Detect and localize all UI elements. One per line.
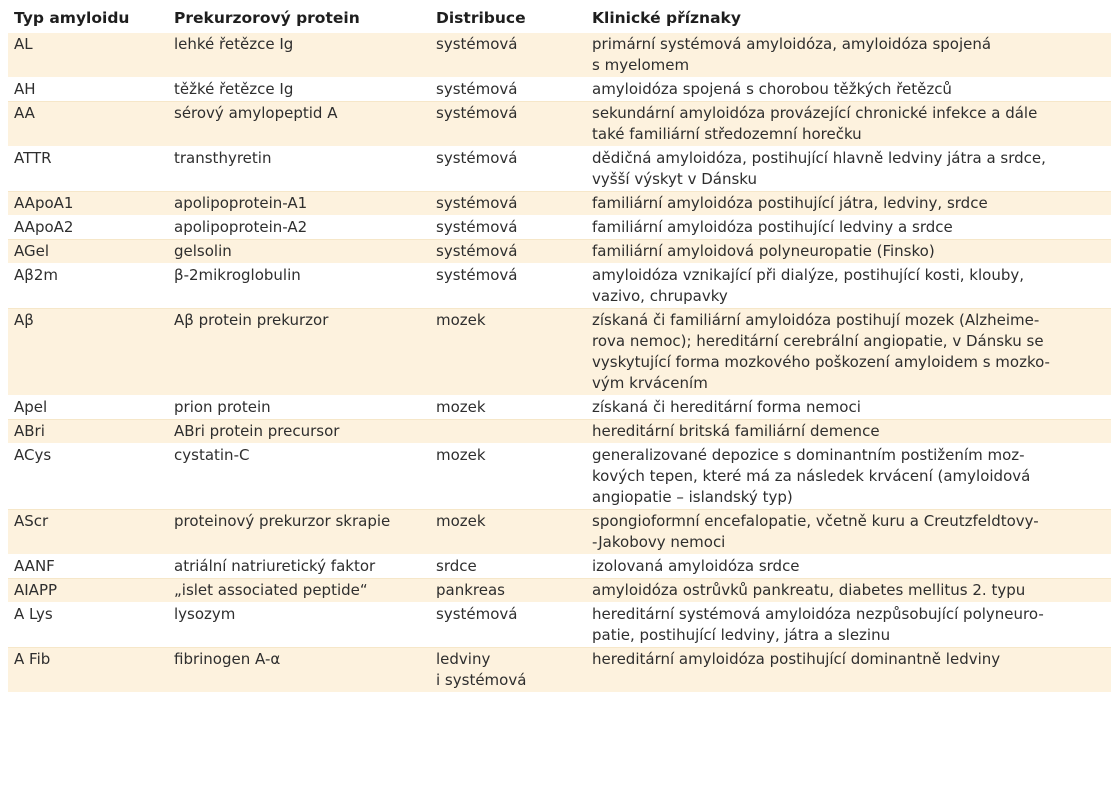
cell-precursor: sérový amylopeptid A (168, 102, 430, 147)
cell-precursor: lysozym (168, 603, 430, 648)
cell-symptoms: amyloidóza vznikající při dialýze, postihující kosti, klouby, vazivo, chrupavky (586, 264, 1111, 309)
cell-precursor: transthyretin (168, 147, 430, 192)
cell-symptoms: dědičná amyloidóza, postihující hlavně ledviny játra a srdce, vyšší výskyt v Dánsku (586, 147, 1111, 192)
cell-type: AApoA2 (8, 216, 168, 240)
table-row (8, 420, 1111, 444)
cell-distribution: systémová (430, 33, 586, 78)
cell-type: AScr (8, 510, 168, 555)
cell-precursor: „islet associated peptide“ (168, 579, 430, 603)
cell-distribution: systémová (430, 147, 586, 192)
cell-symptoms: amyloidóza ostrůvků pankreatu, diabetes mellitus 2. typu (586, 579, 1111, 603)
cell-distribution (430, 420, 586, 444)
table-row (8, 240, 1111, 264)
cell-precursor: proteinový prekurzor skrapie (168, 510, 430, 555)
cell-symptoms: hereditární systémová amyloidóza nezpůsobující polyneuro- patie, postihující ledviny, játra a slezinu (586, 603, 1111, 648)
table-row (8, 33, 1111, 78)
cell-type: AIAPP (8, 579, 168, 603)
cell-precursor: fibrinogen A-α (168, 648, 430, 693)
amyloid-table-container (8, 3, 1111, 693)
cell-symptoms: hereditární amyloidóza postihující dominantně ledviny (586, 648, 1111, 693)
table-row (8, 444, 1111, 510)
cell-type: AL (8, 33, 168, 78)
cell-precursor: β-2mikroglobulin (168, 264, 430, 309)
header-symptoms: Klinické příznaky (592, 9, 741, 27)
table-row (8, 192, 1111, 216)
cell-symptoms: primární systémová amyloidóza, amyloidóza spojená s myelomem (586, 33, 1111, 78)
cell-distribution: systémová (430, 192, 586, 216)
cell-type: AApoA1 (8, 192, 168, 216)
cell-symptoms: získaná či familiární amyloidóza postihují mozek (Alzheime- rova nemoc); hereditární cerebrální angiopatie, v Dánsku se vyskytující forma mozkového poškození amyloidem s mozko- vým krvácením (586, 309, 1111, 396)
cell-distribution: systémová (430, 78, 586, 102)
table-row (8, 555, 1111, 579)
header-type: Typ amyloidu (14, 9, 130, 27)
cell-distribution: srdce (430, 555, 586, 579)
cell-distribution: systémová (430, 240, 586, 264)
cell-symptoms: familiární amyloidóza postihující játra, ledviny, srdce (586, 192, 1111, 216)
cell-type: Apel (8, 396, 168, 420)
table-row (8, 309, 1111, 396)
cell-distribution: mozek (430, 444, 586, 510)
cell-precursor: apolipoprotein-A1 (168, 192, 430, 216)
table-row (8, 78, 1111, 102)
cell-precursor: lehké řetězce Ig (168, 33, 430, 78)
cell-type: ABri (8, 420, 168, 444)
cell-distribution: mozek (430, 396, 586, 420)
table-row (8, 510, 1111, 555)
cell-distribution: systémová (430, 264, 586, 309)
table-body (8, 33, 1111, 693)
cell-symptoms: familiární amyloidóza postihující ledviny a srdce (586, 216, 1111, 240)
cell-type: A Lys (8, 603, 168, 648)
cell-precursor: Aβ protein prekurzor (168, 309, 430, 396)
cell-distribution: systémová (430, 216, 586, 240)
cell-type: Aβ2m (8, 264, 168, 309)
cell-type: AH (8, 78, 168, 102)
table-row (8, 264, 1111, 309)
cell-distribution: systémová (430, 102, 586, 147)
cell-type: AA (8, 102, 168, 147)
cell-type: ATTR (8, 147, 168, 192)
cell-precursor: cystatin-C (168, 444, 430, 510)
cell-symptoms: amyloidóza spojená s chorobou těžkých řetězců (586, 78, 1111, 102)
table-row (8, 102, 1111, 147)
header-row (8, 3, 1111, 33)
cell-precursor: prion protein (168, 396, 430, 420)
cell-type: AGel (8, 240, 168, 264)
cell-symptoms: familiární amyloidová polyneuropatie (Finsko) (586, 240, 1111, 264)
cell-precursor: gelsolin (168, 240, 430, 264)
cell-type: AANF (8, 555, 168, 579)
cell-distribution: pankreas (430, 579, 586, 603)
amyloid-table (8, 3, 1111, 693)
table-row (8, 603, 1111, 648)
table-row (8, 147, 1111, 192)
cell-distribution: ledviny i systémová (430, 648, 586, 693)
cell-type: A Fib (8, 648, 168, 693)
cell-precursor: atriální natriuretický faktor (168, 555, 430, 579)
header-distribution: Distribuce (436, 9, 526, 27)
cell-symptoms: hereditární britská familiární demence (586, 420, 1111, 444)
cell-distribution: mozek (430, 510, 586, 555)
header-precursor: Prekurzorový protein (174, 9, 360, 27)
cell-distribution: systémová (430, 603, 586, 648)
cell-type: Aβ (8, 309, 168, 396)
cell-type: ACys (8, 444, 168, 510)
cell-precursor: apolipoprotein-A2 (168, 216, 430, 240)
cell-symptoms: izolovaná amyloidóza srdce (586, 555, 1111, 579)
cell-symptoms: sekundární amyloidóza provázející chronické infekce a dále také familiární středozemní horečku (586, 102, 1111, 147)
cell-symptoms: spongioformní encefalopatie, včetně kuru a Creutzfeldtovy- -Jakobovy nemoci (586, 510, 1111, 555)
table-row (8, 579, 1111, 603)
cell-precursor: těžké řetězce Ig (168, 78, 430, 102)
table-row (8, 216, 1111, 240)
cell-symptoms: generalizované depozice s dominantním postižením moz- kových tepen, které má za následek krvácení (amyloidová angiopatie – islandský typ) (586, 444, 1111, 510)
cell-distribution: mozek (430, 309, 586, 396)
cell-precursor: ABri protein precursor (168, 420, 430, 444)
cell-symptoms: získaná či hereditární forma nemoci (586, 396, 1111, 420)
table-row (8, 648, 1111, 693)
table-row (8, 396, 1111, 420)
